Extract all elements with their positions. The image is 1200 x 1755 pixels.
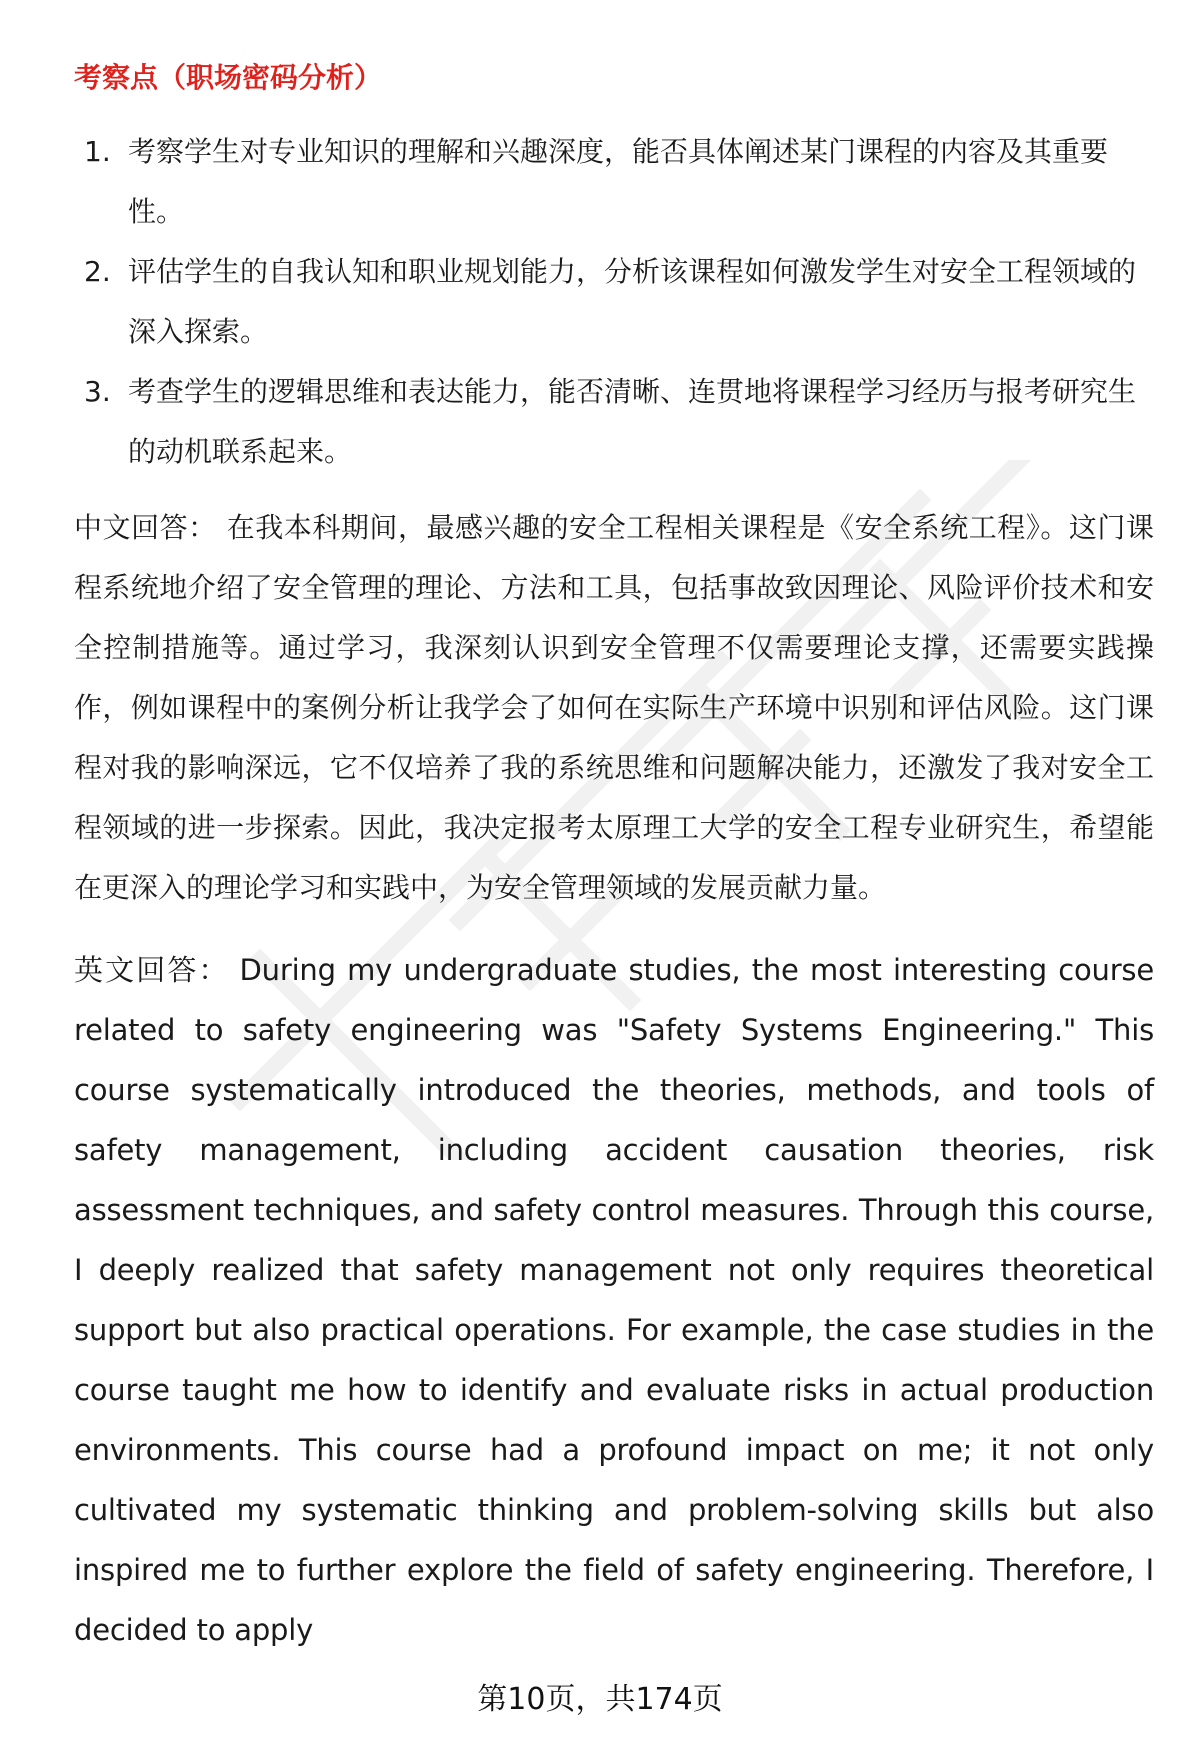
list-item	[74, 242, 1154, 362]
list-item	[74, 362, 1154, 482]
english-answer-text: During my undergraduate studies, the most interesting course related to safety engineering was "Safety Systems Engineering." This course systematically introduced the theories, methods, and tools of safety management, including accident causation theories, risk assessment techniques, and safety control measures. Through this course, I deeply realized that safety management not only requires theoretical support but also practical operations. For example, the case studies in the course taught me how to identify and evaluate risks in actual production environments. This course had a profound impact on me; it not only cultivated my systematic thinking and problem-solving skills but also inspired me to further explore the field of safety engineering. Therefore, I decided to apply	[74, 953, 1154, 1647]
page-number-footer: 第10页，共174页	[477, 1682, 723, 1717]
list-item-text: 考察学生对专业知识的理解和兴趣深度，能否具体阐述某门课程的内容及其重要性。	[128, 135, 1109, 228]
list-number: 2.	[84, 255, 111, 288]
section-title: 考察点（职场密码分析）	[74, 61, 383, 94]
list-item-text: 考查学生的逻辑思维和表达能力，能否清晰、连贯地将课程学习经历与报考研究生的动机联系起来。	[128, 375, 1137, 468]
list-item	[74, 122, 1154, 242]
list-number: 3.	[84, 375, 111, 408]
list-number: 1.	[84, 135, 111, 168]
english-answer-label: 英文回答：	[74, 953, 230, 987]
list-item-text: 评估学生的自我认知和职业规划能力，分析该课程如何激发学生对安全工程领域的深入探索。	[128, 255, 1137, 348]
document-page	[74, 58, 1154, 1660]
chinese-answer-label: 中文回答：	[74, 511, 217, 544]
chinese-answer-text: 在我本科期间，最感兴趣的安全工程相关课程是《安全系统工程》。这门课程系统地介绍了安全管理的理论、方法和工具，包括事故致因理论、风险评价技术和安全控制措施等。通过学习，我深刻认识到安全管理不仅需要理论支撑，还需要实践操作，例如课程中的案例分析让我学会了如何在实际生产环境中识别和评估风险。这门课程对我的影响深远，它不仅培养了我的系统思维和问题解决能力，还激发了我对安全工程领域的进一步探索。因此，我决定报考太原理工大学的安全工程专业研究生，希望能在更深入的理论学习和实践中，为安全管理领域的发展贡献力量。	[74, 511, 1154, 904]
chinese-answer-paragraph	[74, 498, 1154, 918]
english-answer-paragraph	[74, 940, 1154, 1660]
assessment-points-list	[74, 122, 1154, 482]
